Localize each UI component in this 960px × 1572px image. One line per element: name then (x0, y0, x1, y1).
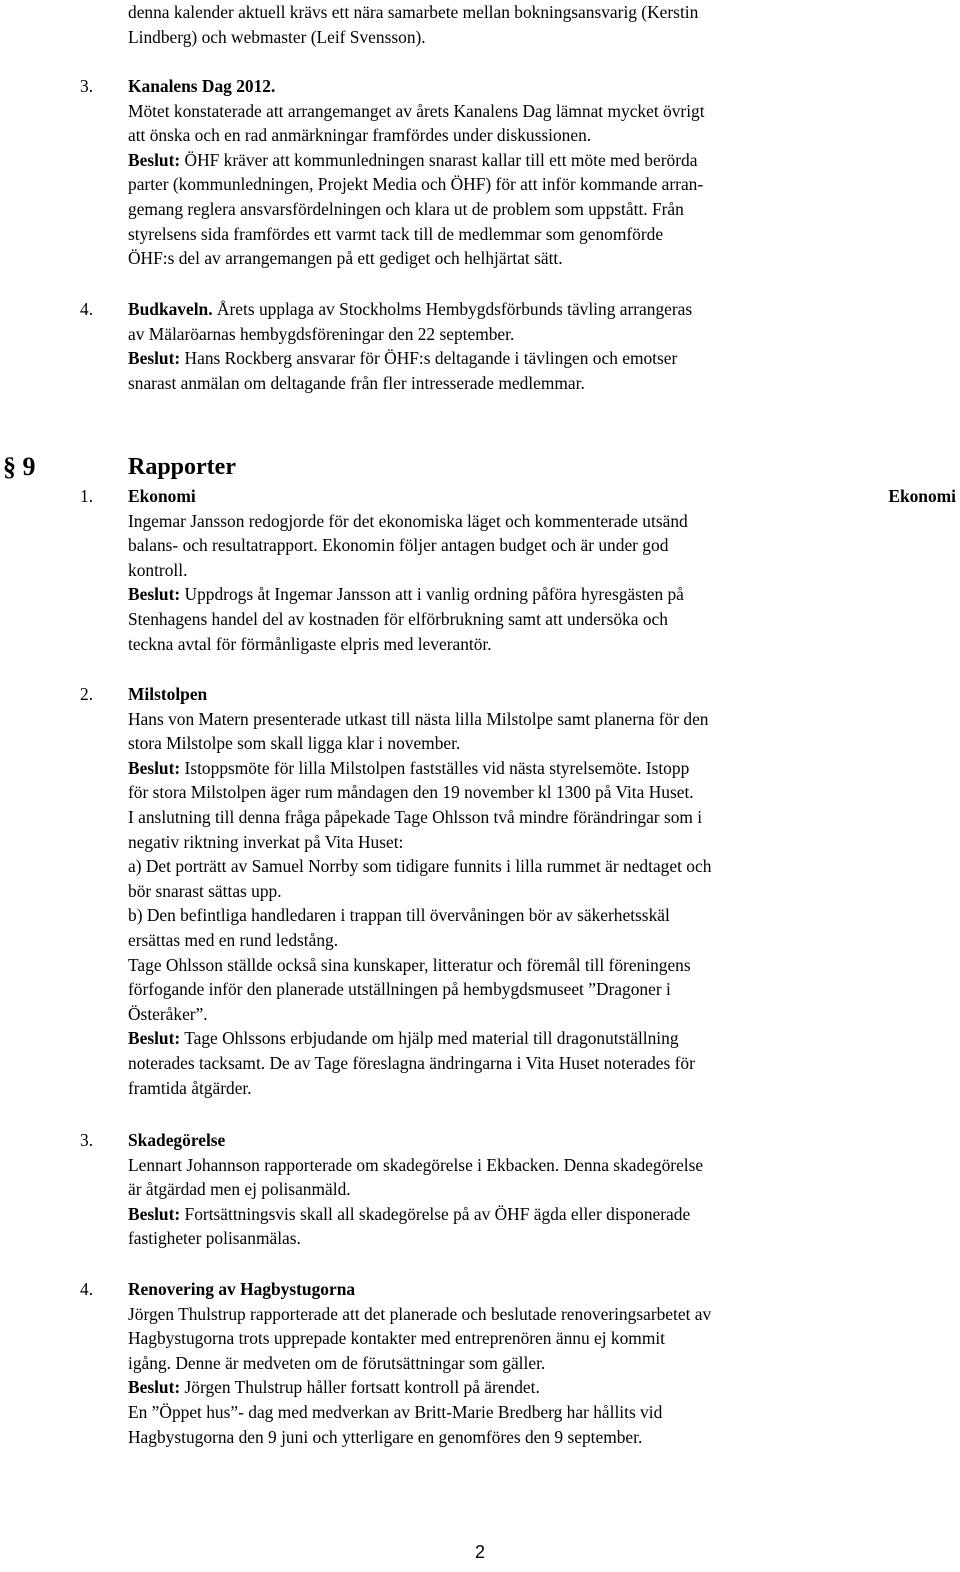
text-line: Hagbystugorna den 9 juni och ytterligare en genomföres den 9 september. (128, 1426, 643, 1447)
decision-label: Beslut: (128, 348, 181, 369)
item-title: Kanalens Dag 2012. (128, 76, 276, 96)
decision-label: Beslut: (128, 757, 181, 778)
text-line: ÖHF:s del av arrangemangen på ett gediget och helhjärtat sätt. (128, 248, 563, 269)
item-skadegorelse (128, 1128, 858, 1251)
item-title: Ekonomi (128, 486, 196, 506)
decision-label: Beslut: (128, 1377, 181, 1398)
decision-label: Beslut: (128, 149, 181, 170)
item-budkaveln (128, 297, 858, 395)
text-line: I anslutning till denna fråga påpekade Tage Ohlsson två mindre förändringar som i (128, 806, 703, 827)
text-line: fastigheter polisanmälas. (128, 1228, 301, 1249)
decision-line (128, 582, 858, 607)
text-line: Lennart Johannson rapporterade om skadegörelse i Ekbacken. Denna skadegörelse (128, 1154, 704, 1175)
decision-label: Beslut: (128, 1203, 181, 1224)
decision-label: Beslut: (128, 1028, 181, 1049)
decision-text: Jörgen Thulstrup håller fortsatt kontroll på ärendet. (180, 1377, 540, 1398)
text-line: noterades tacksamt. De av Tage föreslagna ändringarna i Vita Huset noterades för (128, 1052, 695, 1073)
text-line: parter (kommunledningen, Projekt Media och ÖHF) för att inför kommande arran- (128, 174, 704, 195)
text-line: snarast anmälan om deltagande från fler intresserade medlemmar. (128, 372, 585, 393)
intro-paragraph (128, 0, 858, 49)
decision-line (128, 1375, 858, 1400)
text-line: för stora Milstolpen äger rum måndagen den 19 november kl 1300 på Vita Huset. (128, 782, 694, 803)
text-line: Österåker”. (128, 1003, 208, 1024)
item-number: 2. (80, 684, 94, 704)
text-line: att önska och en rad anmärkningar framfördes under diskussionen. (128, 125, 592, 146)
decision-text: Hans Rockberg ansvarar för ÖHF:s deltagande i tävlingen och emotser (180, 348, 678, 369)
section-mark: § 9 (3, 452, 36, 481)
decision-line (128, 1026, 858, 1051)
text-line: Stenhagens handel del av kostnaden för elförbrukning samt att undersöka och (128, 608, 668, 629)
item-title: Renovering av Hagbystugorna (128, 1279, 356, 1299)
text-line: ersättas med en rund ledstång. (128, 929, 339, 950)
text-line: förfogande inför den planerade utställningen på hembygdsmuseet ”Dragoner i (128, 979, 671, 1000)
text-line: Tage Ohlsson ställde också sina kunskaper, litteratur och föremål till föreningens (128, 954, 691, 975)
decision-text: ÖHF kräver att kommunledningen snarast kallar till ett möte med berörda (180, 149, 698, 170)
text-line: a) Det porträtt av Samuel Norrby som tidigare funnits i lilla rummet är nedtaget och (128, 856, 712, 877)
text-line: Lindberg) och webmaster (Leif Svensson). (128, 26, 426, 47)
margin-note: Ekonomi (888, 486, 956, 506)
decision-label: Beslut: (128, 584, 181, 605)
decision-line (128, 756, 858, 781)
item-number: 4. (80, 299, 94, 319)
text-line: kontroll. (128, 559, 188, 580)
text-line: bör snarast sättas upp. (128, 880, 282, 901)
item-number: 1. (80, 486, 94, 506)
decision-line (128, 1202, 858, 1227)
decision-text: Tage Ohlssons erbjudande om hjälp med material till dragonutställning (180, 1028, 679, 1049)
item-renovering (128, 1277, 858, 1449)
text-line: Mötet konstaterade att arrangemanget av årets Kanalens Dag lämnat mycket övrigt (128, 100, 705, 121)
item-number: 3. (80, 76, 94, 96)
text-line: b) Den befintliga handledaren i trappan till övervåningen bör av säkerhetsskäl (128, 905, 670, 926)
decision-line (128, 346, 858, 371)
text-line: styrelsens sida framfördes ett varmt tack till de medlemmar som genomförde (128, 223, 664, 244)
text-line: denna kalender aktuell krävs ett nära samarbete mellan bokningsansvarig (Kerstin (128, 2, 699, 22)
text-line: är åtgärdad men ej polisanmäld. (128, 1179, 351, 1200)
decision-text: Uppdrogs åt Ingemar Jansson att i vanlig ordning påföra hyresgästen på (180, 584, 684, 605)
text-line: Ingemar Jansson redogjorde för det ekonomiska läget och kommenterade utsänd (128, 510, 688, 531)
text-line: igång. Denne är medveten om de förutsättningar som gäller. (128, 1352, 546, 1373)
item-title: Budkaveln. (128, 299, 213, 319)
item-number: 3. (80, 1130, 94, 1150)
text-line: teckna avtal för förmånligaste elpris med leverantör. (128, 633, 492, 654)
text-line: negativ riktning inverkat på Vita Huset: (128, 831, 404, 852)
text-line: framtida åtgärder. (128, 1077, 252, 1098)
text-line: balans- och resultatrapport. Ekonomin följer antagen budget och är under god (128, 535, 669, 556)
item-milstolpen (128, 682, 858, 1100)
item-kanalens-dag (128, 74, 858, 271)
decision-text: Istoppsmöte för lilla Milstolpen fastställes vid nästa styrelsemöte. Istopp (180, 757, 690, 778)
text-line: Hans von Matern presenterade utkast till nästa lilla Milstolpe samt planerna för den (128, 708, 709, 729)
item-title: Skadegörelse (128, 1130, 226, 1150)
decision-text: Fortsättningsvis skall all skadegörelse på av ÖHF ägda eller disponerade (180, 1203, 691, 1224)
text-line: En ”Öppet hus”- dag med medverkan av Britt-Marie Bredberg har hållits vid (128, 1401, 663, 1422)
text-line: Hagbystugorna trots upprepade kontakter med entreprenören ännu ej kommit (128, 1328, 666, 1349)
item-ekonomi (128, 484, 858, 656)
item-title-rest: Årets upplaga av Stockholms Hembygdsförbunds tävling arrangeras (212, 299, 693, 319)
item-title-line (128, 297, 858, 322)
text-line: av Mälaröarnas hembygdsföreningar den 22 september. (128, 323, 515, 344)
text-line: gemang reglera ansvarsfördelningen och klara ut de problem som uppstått. Från (128, 198, 684, 219)
section-title: Rapporter (128, 454, 236, 480)
page-number: 2 (474, 1542, 485, 1562)
item-title: Milstolpen (128, 684, 208, 704)
text-line: stora Milstolpe som skall ligga klar i november. (128, 733, 461, 754)
decision-line (128, 148, 858, 173)
text-line: Jörgen Thulstrup rapporterade att det planerade och beslutade renoveringsarbetet av (128, 1303, 712, 1324)
item-number: 4. (80, 1279, 94, 1299)
